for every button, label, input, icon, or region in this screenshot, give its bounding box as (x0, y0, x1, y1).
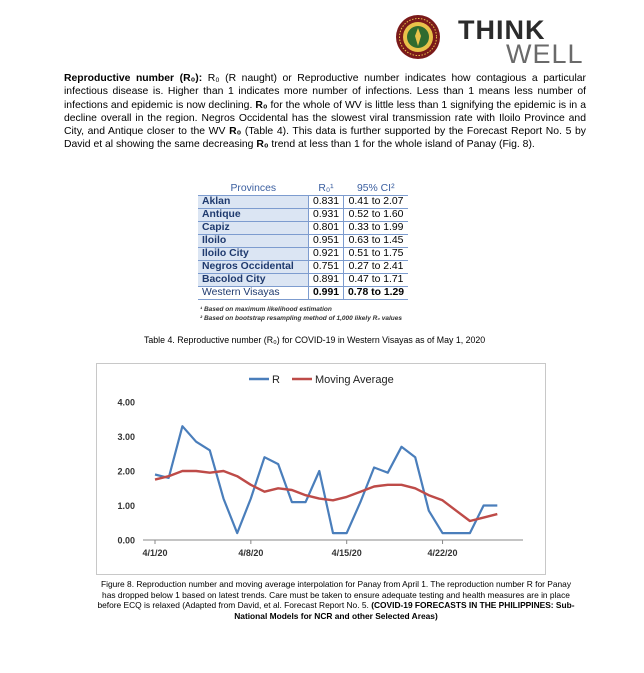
legend-label-moving-average: Moving Average (315, 374, 394, 386)
table-row (198, 235, 408, 248)
table-footnote-1: ¹ Based on maximum likelihood estimation (200, 306, 332, 313)
r0-cell: 0.801 (309, 222, 344, 235)
y-tick-label: 4.00 (117, 397, 135, 408)
y-tick-label: 3.00 (117, 432, 135, 442)
province-cell: Capiz (198, 222, 309, 235)
y-tick-label: 2.00 (117, 466, 135, 477)
table-footnote-2: ² Based on bootstrap resampling method of 1,000 likely R₀ values (200, 315, 402, 322)
ci-cell: 0.33 to 1.99 (344, 222, 409, 235)
paragraph-text-2: for the whole of WV is little less than 1 signifying the epidemic is in a decline overall in the region. Negros Occidental has the slowest viral transmission rate with Iloilo Province and City, and Antique closer to the WV (64, 99, 586, 138)
r0-term-3: R₀ (256, 139, 269, 151)
x-tick-label: 4/8/20 (238, 548, 264, 558)
y-tick-label: 1.00 (117, 501, 135, 511)
table-row (198, 196, 408, 209)
ci-cell: 0.52 to 1.60 (344, 209, 409, 222)
paragraph-text-4: trend at less than 1 for the whole island of Panay (Fig. 8). (268, 139, 535, 151)
province-cell: Iloilo City (198, 248, 309, 261)
x-tick-label: 4/1/20 (142, 548, 168, 558)
r0-term-2: R₀ (229, 126, 242, 138)
figure-caption-source: (COVID-19 FORECASTS IN THE PHILIPPINES: Sub-National Models for NCR and other Selected Areas) (234, 600, 575, 621)
header-logos (0, 10, 644, 69)
table-row (198, 261, 408, 274)
province-cell: Aklan (198, 196, 309, 209)
r0-cell: 0.751 (309, 261, 344, 274)
r0-table (198, 181, 408, 300)
brand-line-2: WELL (506, 39, 584, 69)
x-tick-label: 4/22/20 (427, 548, 458, 558)
table-row (198, 287, 408, 300)
table-row (198, 209, 408, 222)
province-cell: Western Visayas (198, 287, 309, 300)
reproductive-number-paragraph (64, 72, 586, 152)
r0-cell: 0.931 (309, 209, 344, 222)
table-header-r0: R₀¹ (309, 181, 344, 196)
r0-cell: 0.891 (309, 274, 344, 287)
table-header-ci: 95% CI² (344, 181, 409, 196)
university-seal-icon (395, 14, 441, 60)
x-tick-label: 4/15/20 (331, 548, 362, 558)
y-tick-label: 0.00 (117, 535, 135, 546)
ci-cell: 0.27 to 2.41 (344, 261, 409, 274)
r0-term-1: R₀ (255, 99, 268, 111)
province-cell: Bacolod City (198, 274, 309, 287)
r0-cell: 0.991 (309, 287, 344, 300)
r0-cell: 0.921 (309, 248, 344, 261)
province-cell: Negros Occidental (198, 261, 309, 274)
thinkwell-logo (458, 15, 584, 69)
table-row (198, 274, 408, 287)
legend-label-r: R (272, 374, 280, 386)
province-cell: Antique (198, 209, 309, 222)
figure-caption (96, 579, 576, 621)
table-caption: Table 4. Reproductive number (R₀) for COVID-19 in Western Visayas as of May 1, 2020 (144, 335, 486, 345)
ci-cell: 0.63 to 1.45 (344, 235, 409, 248)
r-chart-svg (97, 364, 545, 574)
paragraph-heading: Reproductive number (R₀): (64, 73, 203, 84)
ci-cell: 0.47 to 1.71 (344, 274, 409, 287)
province-cell: Iloilo (198, 235, 309, 248)
r-chart (96, 363, 546, 575)
paragraph-text-3: (Table 4). This data is further supported by the Forecast Report No. 5 by David et al showing the same decreasing (64, 126, 586, 151)
r0-cell: 0.951 (309, 235, 344, 248)
ci-cell: 0.51 to 1.75 (344, 248, 409, 261)
ci-cell: 0.78 to 1.29 (344, 287, 409, 300)
table-row (198, 222, 408, 235)
r0-cell: 0.831 (309, 196, 344, 209)
paragraph-text-1: R₀ (R naught) or Reproductive number indicates how contagious a particular infectious disease is. Higher than 1 indicates more number of infections. Less than 1 means less number of infections and epidemic is now declining. (64, 73, 586, 111)
table-header-provinces: Provinces (198, 181, 309, 196)
moving-average-series-line (155, 471, 497, 521)
ci-cell: 0.41 to 2.07 (344, 196, 409, 209)
brand-line-1: THINK (458, 15, 546, 45)
table-row (198, 248, 408, 261)
r-series-line (155, 426, 497, 533)
table-header-row (198, 181, 408, 196)
figure-caption-text: Figure 8. Reproduction number and moving average interpolation for Panay from April 1. The reproduction number R for Panay has dropped below 1 based on latest trends. Care must be taken to ensure adequate testing and health measures are in place before ECQ is relaxed (Adapted from David, et al. Forecast Report No. 5. (97, 579, 572, 611)
